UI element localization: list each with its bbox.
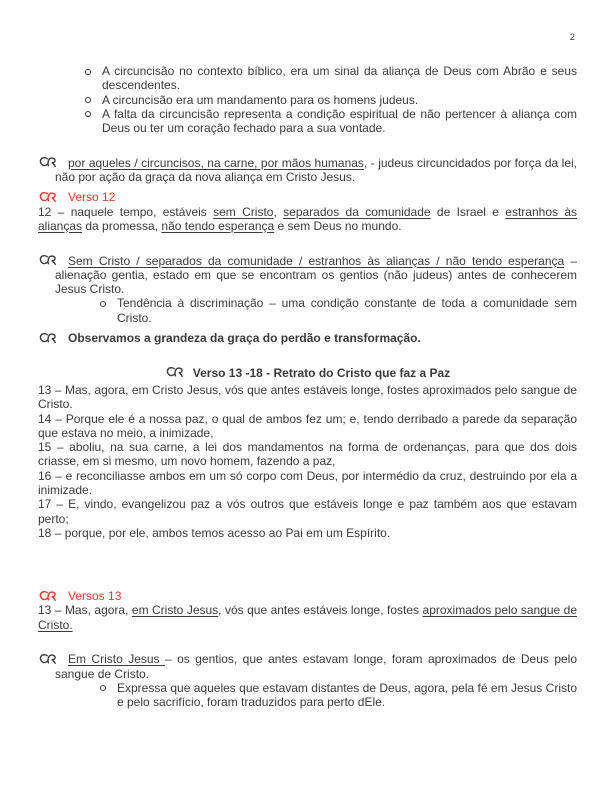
blank-line bbox=[38, 135, 577, 149]
verse-heading bbox=[38, 589, 577, 603]
bullet-list bbox=[38, 64, 577, 135]
circle-bullet-icon bbox=[85, 111, 91, 117]
underlined-text: Sem Cristo / separados da comunidade / estranhos às alianças / não tendo esperança bbox=[68, 253, 565, 268]
bullet-text bbox=[117, 681, 577, 710]
text-run: , vós que antes estáveis longe, fostes bbox=[218, 603, 423, 618]
underlined-text: aproximados pelo sangue de Cristo. bbox=[38, 603, 577, 632]
bullet-item bbox=[38, 681, 577, 710]
text-run: 13 – Mas, agora, bbox=[38, 603, 132, 618]
study-note bbox=[38, 156, 577, 185]
bullet-item bbox=[38, 93, 577, 107]
text-run: da promessa, bbox=[82, 218, 162, 233]
study-note bbox=[38, 331, 577, 345]
bullet-item bbox=[38, 107, 577, 136]
paragraph bbox=[38, 412, 577, 441]
underlined-text: estranhos às alianças bbox=[38, 204, 578, 233]
bullet-list bbox=[38, 296, 577, 325]
bullet-text bbox=[117, 296, 577, 325]
text-run: , bbox=[273, 204, 284, 219]
text-run: 13 – Mas, agora, em Cristo Jesus, vós que antes estáveis longe, fostes aproximados pelo sangue de Cristo. bbox=[38, 382, 577, 412]
circle-bullet-icon bbox=[85, 97, 91, 103]
text-run: – alienação gentia, estado em que se encontram os gentios (não judeus) antes de conhecerem Jesus Cristo. bbox=[55, 253, 577, 297]
text-run: 18 – porque, por ele, ambos temos acesso ao Pai em um Espírito. bbox=[38, 525, 391, 540]
page-number: 2 bbox=[569, 32, 575, 43]
blank-line bbox=[38, 632, 577, 646]
underlined-text: Em Cristo Jesus bbox=[68, 652, 165, 667]
cr-symbol-icon bbox=[165, 366, 185, 378]
text-run: Verso 13 -18 - Retrato do Cristo que faz a Paz bbox=[192, 365, 451, 380]
bullet-item bbox=[38, 296, 577, 325]
text-run: – os gentios, que antes estavam longe, foram aproximados de Deus pelo sangue de Cristo. bbox=[55, 652, 578, 681]
text-run: Expressa que aqueles que estavam distantes de Deus, agora, pela fé em Jesus Cristo e pelo sacrifício, foram traduzidos para perto dEle. bbox=[117, 680, 577, 710]
circle-bullet-icon bbox=[85, 69, 91, 75]
text-run: A falta da circuncisão representa a condição espiritual de não pertencer à aliança com Deus ou ter um coração fechado para a sua vontade. bbox=[102, 106, 577, 136]
text-run: Versos 13 bbox=[68, 589, 122, 604]
cr-symbol-icon bbox=[38, 590, 58, 602]
text-run: 15 – aboliu, na sua carne, a lei dos mandamentos na forma de ordenanças, para que dos dois criasse, em si mesmo, um novo homem, fazendo a paz, bbox=[38, 440, 577, 469]
text-run: Tendência à discriminação – uma condição constante de toda a comunidade sem Cristo. bbox=[117, 296, 577, 325]
section-heading bbox=[38, 366, 577, 380]
study-note bbox=[38, 254, 577, 297]
text-run: A circuncisão no contexto bíblico, era um sinal da aliança de Deus com Abrão e seus descendentes. bbox=[102, 64, 577, 93]
underlined-text: sem Cristo bbox=[213, 204, 274, 219]
study-note bbox=[38, 652, 577, 681]
bullet-text bbox=[102, 93, 577, 107]
paragraph bbox=[38, 205, 577, 234]
circle-bullet-icon bbox=[100, 685, 106, 691]
paragraph bbox=[38, 603, 577, 632]
text-run: Verso 12 bbox=[68, 190, 116, 205]
underlined-text: separados da comunidade bbox=[283, 204, 431, 219]
text-run: , - judeus circuncidados por força da lei, não por ação da graça da nova aliança em Cristo Jesus. bbox=[55, 155, 577, 185]
bullet-list bbox=[38, 681, 577, 710]
text-run: Observamos a grandeza da graça do perdão e transformação. bbox=[68, 331, 421, 346]
blank-line bbox=[38, 345, 577, 359]
document-content bbox=[38, 64, 577, 709]
bullet-text bbox=[102, 107, 577, 136]
text-run: 14 – Porque ele é a nossa paz, o qual de ambos fez um; e, tendo derribado a parede da separação que estava no meio, a inimizade, bbox=[38, 411, 577, 440]
cr-symbol-icon bbox=[38, 191, 58, 203]
text-run: 17 – E, vindo, evangelizou paz a vós outros que estáveis longe e paz também aos que estavam perto; bbox=[38, 497, 577, 526]
paragraph bbox=[38, 497, 577, 526]
blank-line bbox=[38, 233, 577, 247]
blank-line bbox=[38, 569, 577, 583]
text-run: A circuncisão era um mandamento para os homens judeus. bbox=[102, 92, 419, 107]
underlined-text: por aqueles / circuncisos, na carne, por mãos humanas bbox=[68, 155, 364, 170]
text-run: de Israel e bbox=[430, 204, 506, 219]
paragraph bbox=[38, 469, 577, 498]
cr-symbol-icon bbox=[38, 254, 58, 266]
paragraph bbox=[38, 526, 577, 540]
text-run: 12 – naquele tempo, estáveis bbox=[38, 204, 214, 219]
cr-symbol-icon bbox=[38, 332, 58, 344]
bullet-item bbox=[38, 64, 577, 93]
paragraph bbox=[38, 440, 577, 469]
blank-line bbox=[38, 555, 577, 569]
text-run: 16 – e reconciliasse ambos em um só corpo com Deus, por intermédio da cruz, destruindo por ela a inimizade. bbox=[38, 468, 577, 498]
bullet-text bbox=[102, 64, 577, 93]
verse-heading bbox=[38, 190, 577, 204]
underlined-text: não tendo esperança bbox=[161, 218, 275, 233]
text-run: e sem Deus no mundo. bbox=[274, 218, 402, 233]
cr-symbol-icon bbox=[38, 653, 58, 665]
underlined-text: em Cristo Jesus bbox=[131, 603, 219, 618]
circle-bullet-icon bbox=[100, 301, 106, 307]
blank-line bbox=[38, 540, 577, 554]
cr-symbol-icon bbox=[38, 156, 58, 168]
paragraph bbox=[38, 383, 577, 412]
